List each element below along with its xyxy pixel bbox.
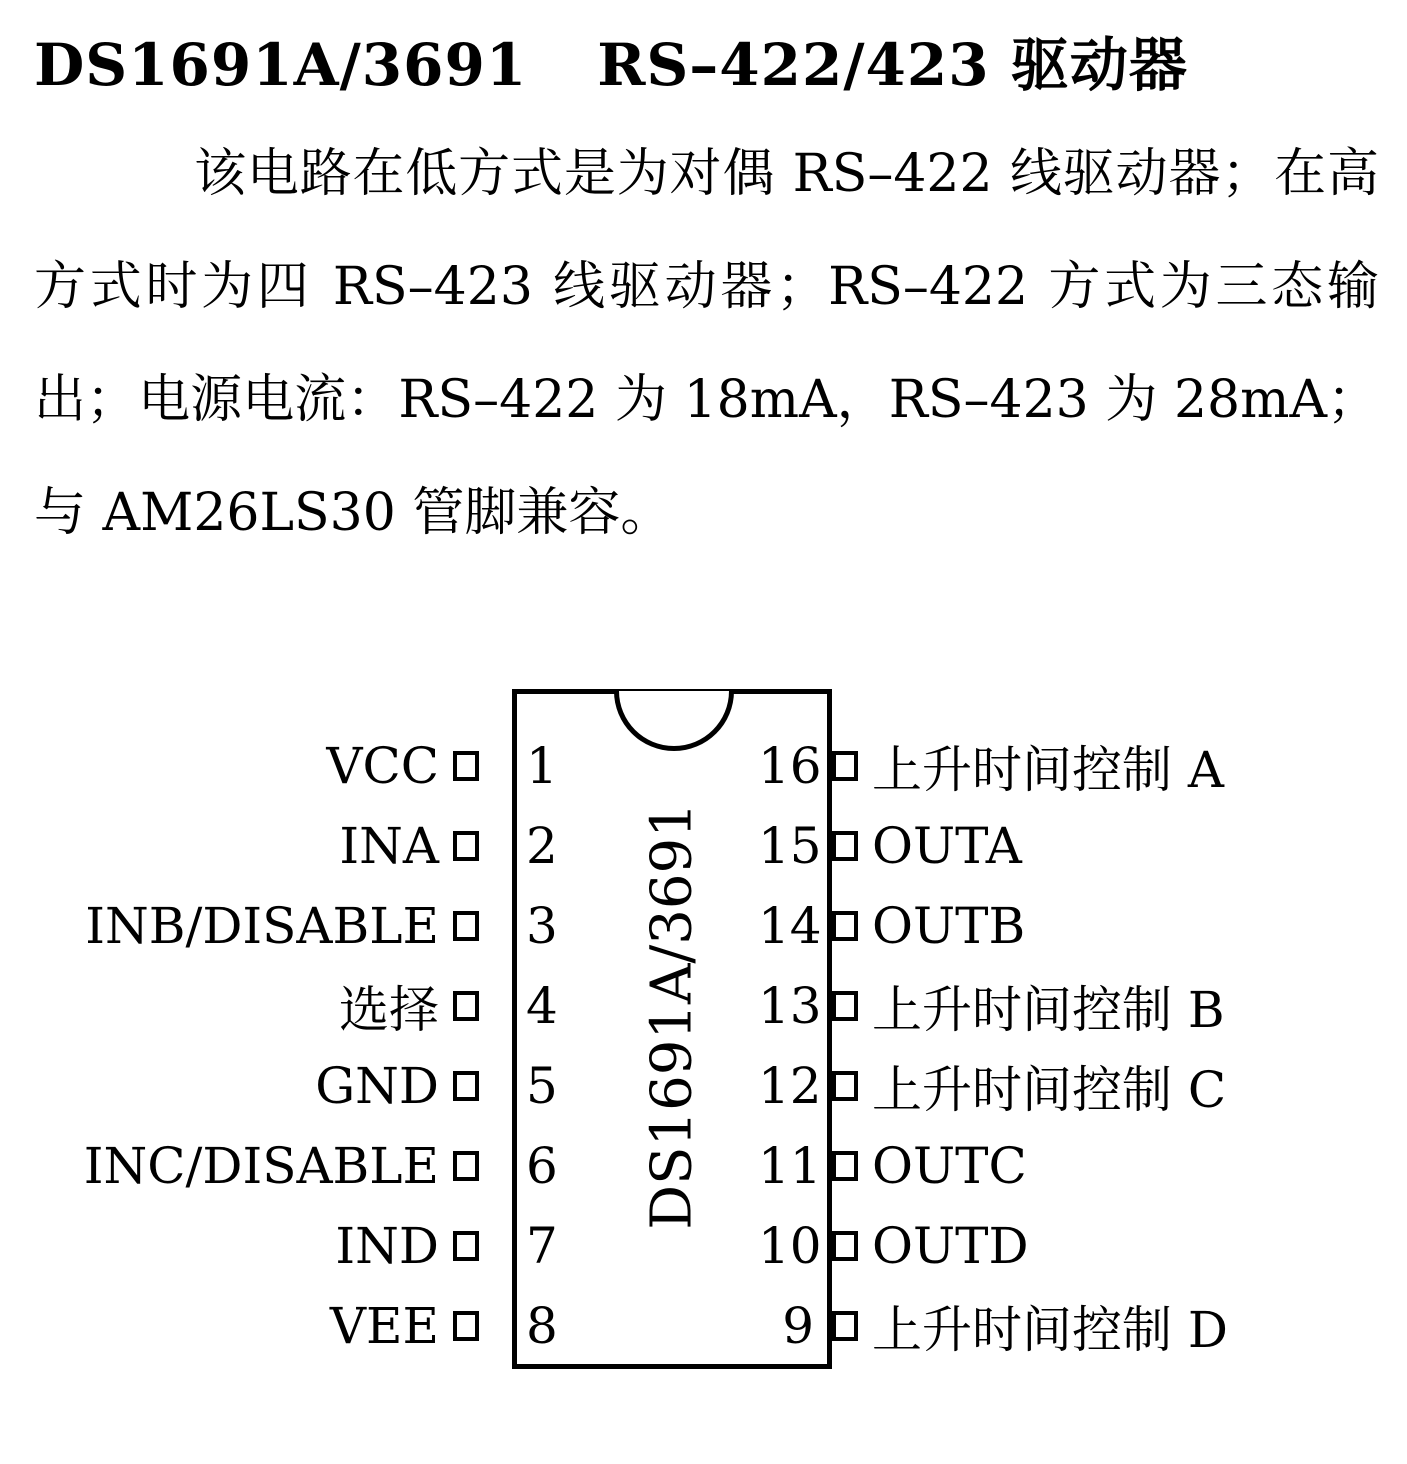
pin-number: 7 [526,1217,558,1275]
pin-number-3 [526,896,558,956]
pin-number-2 [526,816,558,876]
pin-row-11 [758,1136,1027,1196]
pin-row-7 [335,1216,499,1276]
pin-row-9 [758,1296,1228,1359]
pin-number: 8 [526,1297,558,1355]
pin-pad [453,831,479,861]
pin-pad [832,911,858,941]
pin-number: 10 [758,1217,822,1275]
pin-row-10 [758,1216,1029,1276]
pin-name: 上升时间控制 A [872,741,1225,799]
pin-name: OUTC [872,1137,1027,1195]
pin-pad [453,991,479,1021]
pin-name: INC/DISABLE [83,1137,439,1195]
pin-row-6 [84,1136,499,1196]
pin-number: 9 [782,1297,814,1355]
pin-pad [453,911,479,941]
pin-pad [453,1151,479,1181]
pin-name: 选择 [339,981,439,1039]
pin-pad [832,1311,858,1341]
pin-number: 11 [758,1137,822,1195]
page-title [34,18,1188,102]
pin-number: 3 [526,897,558,955]
pin-number-6 [526,1136,558,1196]
pin-name: VEE [329,1297,439,1355]
pin-number: 5 [526,1057,558,1115]
pin-number-7 [526,1216,558,1276]
pin-name: INA [339,817,439,875]
pin-name: IND [335,1217,439,1275]
pin-row-4 [339,976,499,1039]
pin-row-16 [758,736,1225,799]
pin-name: 上升时间控制 D [872,1301,1228,1359]
pin-number-5 [526,1056,558,1116]
pin-pad [832,1231,858,1261]
pin-row-13 [758,976,1225,1039]
pin-pad [832,1071,858,1101]
pin-number: 4 [526,977,558,1035]
pin-row-14 [758,896,1025,956]
pin-number: 6 [526,1137,558,1195]
pin-number-8 [526,1296,558,1356]
pin-row-12 [758,1056,1227,1119]
pin-pad [832,831,858,861]
pin-number: 15 [758,817,822,875]
pin-pad [453,1311,479,1341]
pin-number: 14 [758,897,822,955]
pin-number: 16 [758,737,822,795]
chip-label: DS1691A/3691 [639,802,705,1230]
pin-row-5 [315,1056,499,1116]
pin-pad [832,751,858,781]
pin-number-1 [526,736,558,796]
pin-name: OUTA [872,817,1022,875]
pin-number-4 [526,976,558,1036]
pin-number: 13 [758,977,822,1035]
pin-row-8 [330,1296,499,1356]
pin-name: 上升时间控制 C [872,1061,1227,1119]
pin-pad [832,991,858,1021]
pin-name: OUTD [872,1217,1029,1275]
description-paragraph: 该电路在低方式是为对偶 RS–422 线驱动器；在高方式时为四 RS–423 线驱动器；RS–422 方式为三态输出；电源电流：RS–422 为 18mA，RS–423 为 28mA；与 AM26LS30 管脚兼容。 [34,144,1379,543]
pin-name: VCC [326,737,439,795]
pin-number: 1 [526,737,558,795]
pin-row-2 [339,816,499,876]
title-description: RS–422/423 驱动器 [597,31,1188,99]
pin-row-3 [85,896,499,956]
title-part-number: DS1691A/3691 [34,31,528,99]
pin-row-15 [758,816,1022,876]
pin-number: 2 [526,817,558,875]
pin-row-1 [326,736,499,796]
pin-name: 上升时间控制 B [872,981,1225,1039]
pin-name: OUTB [872,897,1026,955]
pin-pad [832,1151,858,1181]
pin-pad [453,751,479,781]
pin-pad [453,1071,479,1101]
pin-pad [453,1231,479,1261]
pin-name: GND [315,1057,439,1115]
pin-number: 12 [758,1057,822,1115]
pin-name: INB/DISABLE [85,897,439,955]
